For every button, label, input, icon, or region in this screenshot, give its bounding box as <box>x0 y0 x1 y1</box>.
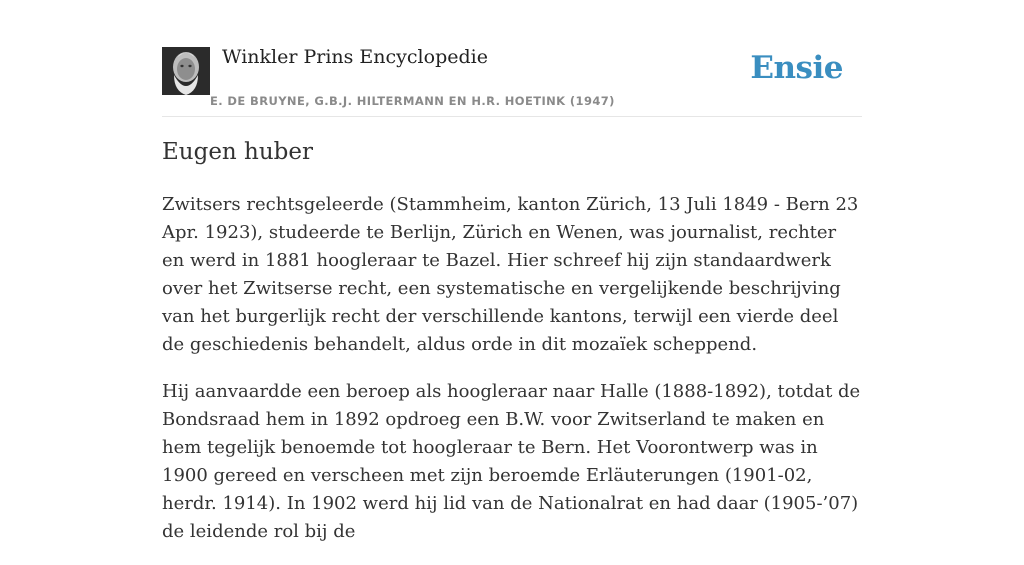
article-title: Eugen huber <box>162 139 314 165</box>
author-portrait-icon <box>162 47 210 95</box>
article-paragraph: Hij aanvaardde een beroep als hoogleraar naar Halle (1888-1892), totdat de Bondsraad hem in 1892 opdroeg een B.W. voor Zwitserland te maken en hem tegelijk benoemde tot hoogleraar te Bern. Het Voorontwerp was in 1900 gereed en verscheen met zijn beroemde Erläuterungen (1901-02, herdr. 1914). In 1902 werd hij lid van de Nationalrat en had daar (1905-’07) de leidende rol bij de <box>162 381 861 542</box>
source-header <box>162 40 862 117</box>
ensie-logo-link[interactable]: Ensie <box>750 50 843 86</box>
source-authors: E. DE BRUYNE, G.B.J. HILTERMANN EN H.R. HOETINK (1947) <box>210 94 615 108</box>
author-avatar[interactable] <box>162 47 210 95</box>
article-paragraph: Zwitsers rechtsgeleerde (Stammheim, kanton Zürich, 13 Juli 1849 - Bern 23 Apr. 1923), studeerde te Berlijn, Zürich en Wenen, was journalist, rechter en werd in 1881 hoogleraar te Bazel. Hier schreef hij zijn standaardwerk over het Zwitserse recht, een systematische en vergelijkende beschrijving van het burgerlijk recht der verschillende kantons, terwijl een vierde deel de geschiedenis behandelt, aldus orde in dit mozaïek scheppend. <box>162 194 859 355</box>
article-body <box>162 191 862 565</box>
source-title[interactable]: Winkler Prins Encyclopedie <box>222 46 488 68</box>
